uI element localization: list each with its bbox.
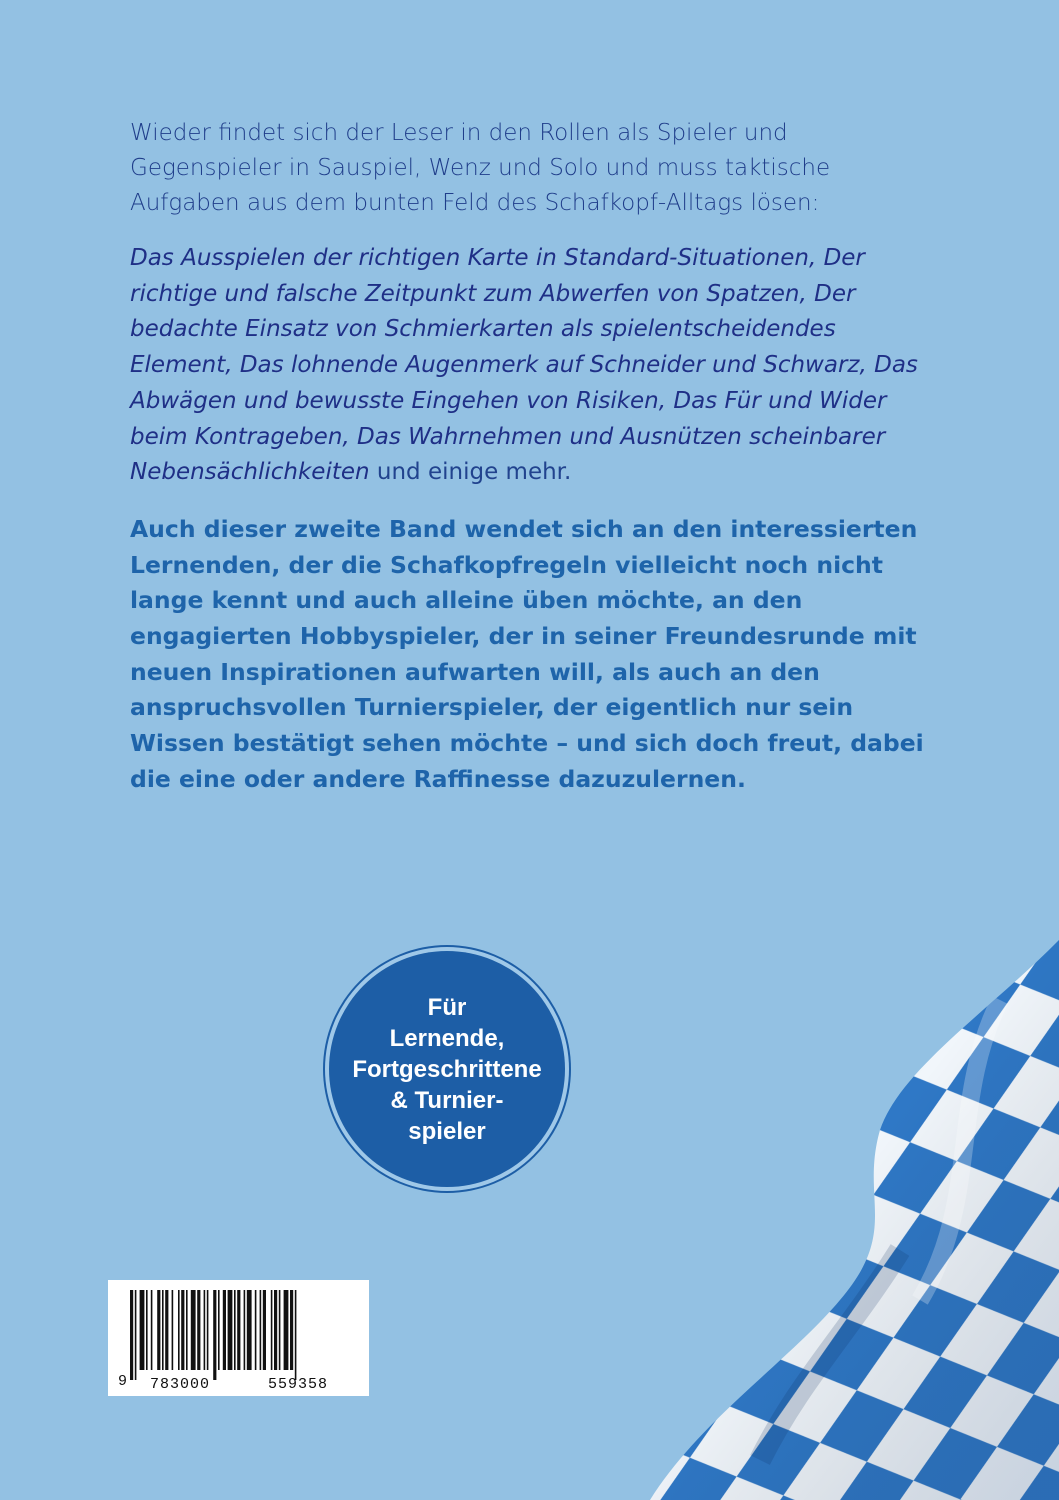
badge-line: & Turnier- [390, 1086, 504, 1114]
barcode-bar [130, 1290, 133, 1380]
badge-line: Fortgeschrittene [352, 1055, 542, 1083]
isbn-barcode [108, 1280, 369, 1396]
badge-line: Lernende, [389, 1024, 505, 1052]
barcode-bar [140, 1290, 145, 1370]
barcode-bar [234, 1290, 236, 1370]
barcode-bar [295, 1290, 297, 1380]
barcode-bar [165, 1290, 168, 1370]
barcode-bar [186, 1290, 188, 1370]
audience-paragraph: Auch dieser zweite Band wendet sich an den interessierten Lernenden, der die Schafkopfregeln vielleicht noch nicht lange kennt und auch alleine üben möchte, an den engagierten Hobbyspieler, der in seiner Freundesrunde mit neuen Inspirationen aufwarten will, als auch an den anspruchsvollen Turnierspieler, der eigentlich nur sein Wissen bestätigt sehen möchte – und sich doch freut, dabei die eine oder andere Raffinesse dazuzulernen. [130, 514, 924, 793]
barcode-bar [284, 1290, 289, 1370]
barcode-bar [197, 1290, 200, 1370]
topics-paragraph [130, 241, 930, 491]
barcode-bar [274, 1290, 277, 1370]
barcode-bar [279, 1290, 281, 1370]
barcode-group-1: 783000 [150, 1376, 211, 1393]
barcode-bar [263, 1290, 266, 1370]
barcode-bar [247, 1290, 252, 1370]
barcode-bar [213, 1290, 216, 1380]
barcode-bar [244, 1290, 246, 1370]
barcode-bar [135, 1290, 137, 1380]
barcode-bar [237, 1290, 240, 1370]
barcode-bar [223, 1290, 226, 1370]
barcode-bar [204, 1290, 206, 1370]
barcode-bar [181, 1290, 184, 1370]
barcode-bar [228, 1290, 233, 1370]
barcode-bar [162, 1290, 164, 1370]
barcode-bar [271, 1290, 273, 1370]
topics-list: Das Ausspielen der richtigen Karte in Standard-Situationen, Der richtige und falsche Zeitpunkt zum Abwerfen von Spatzen, Der bedachte Einsatz von Schmierkarten als spielentscheidendes Element, Das lohnende Augenmerk auf Schneider und Schwarz, Das Abwägen und bewusste Eingehen von Risiken, Das Für und Wider beim Kontrageben, Das Wahrnehmen und Ausnützen scheinbarer Nebensächlichkeiten [130, 245, 918, 486]
badge-line: Für [427, 993, 467, 1021]
back-cover-text [130, 116, 930, 798]
barcode-bar [157, 1290, 160, 1370]
audience-badge [329, 951, 565, 1187]
barcode-bar [255, 1290, 257, 1370]
barcode-bar [260, 1290, 262, 1370]
intro-paragraph: Wieder findet sich der Leser in den Rollen als Spieler und Gegenspieler in Sauspiel, Wenz und Solo und muss taktische Aufgaben aus dem bunten Feld des Schafkopf-Alltags lösen: [130, 120, 831, 216]
barcode-bar [191, 1290, 196, 1370]
badge-line: spieler [408, 1117, 486, 1145]
barcode-bar [146, 1290, 148, 1370]
barcode-bar [290, 1290, 293, 1370]
barcode-bar [207, 1290, 209, 1370]
barcode-bar [178, 1290, 180, 1370]
barcode-bar [218, 1290, 220, 1370]
barcode-group-2: 559358 [268, 1376, 329, 1393]
barcode-lead-digit: 9 [118, 1373, 128, 1390]
barcode-bar [172, 1290, 174, 1370]
barcode-bar [151, 1290, 153, 1370]
topics-tail: und einige mehr. [369, 459, 572, 486]
